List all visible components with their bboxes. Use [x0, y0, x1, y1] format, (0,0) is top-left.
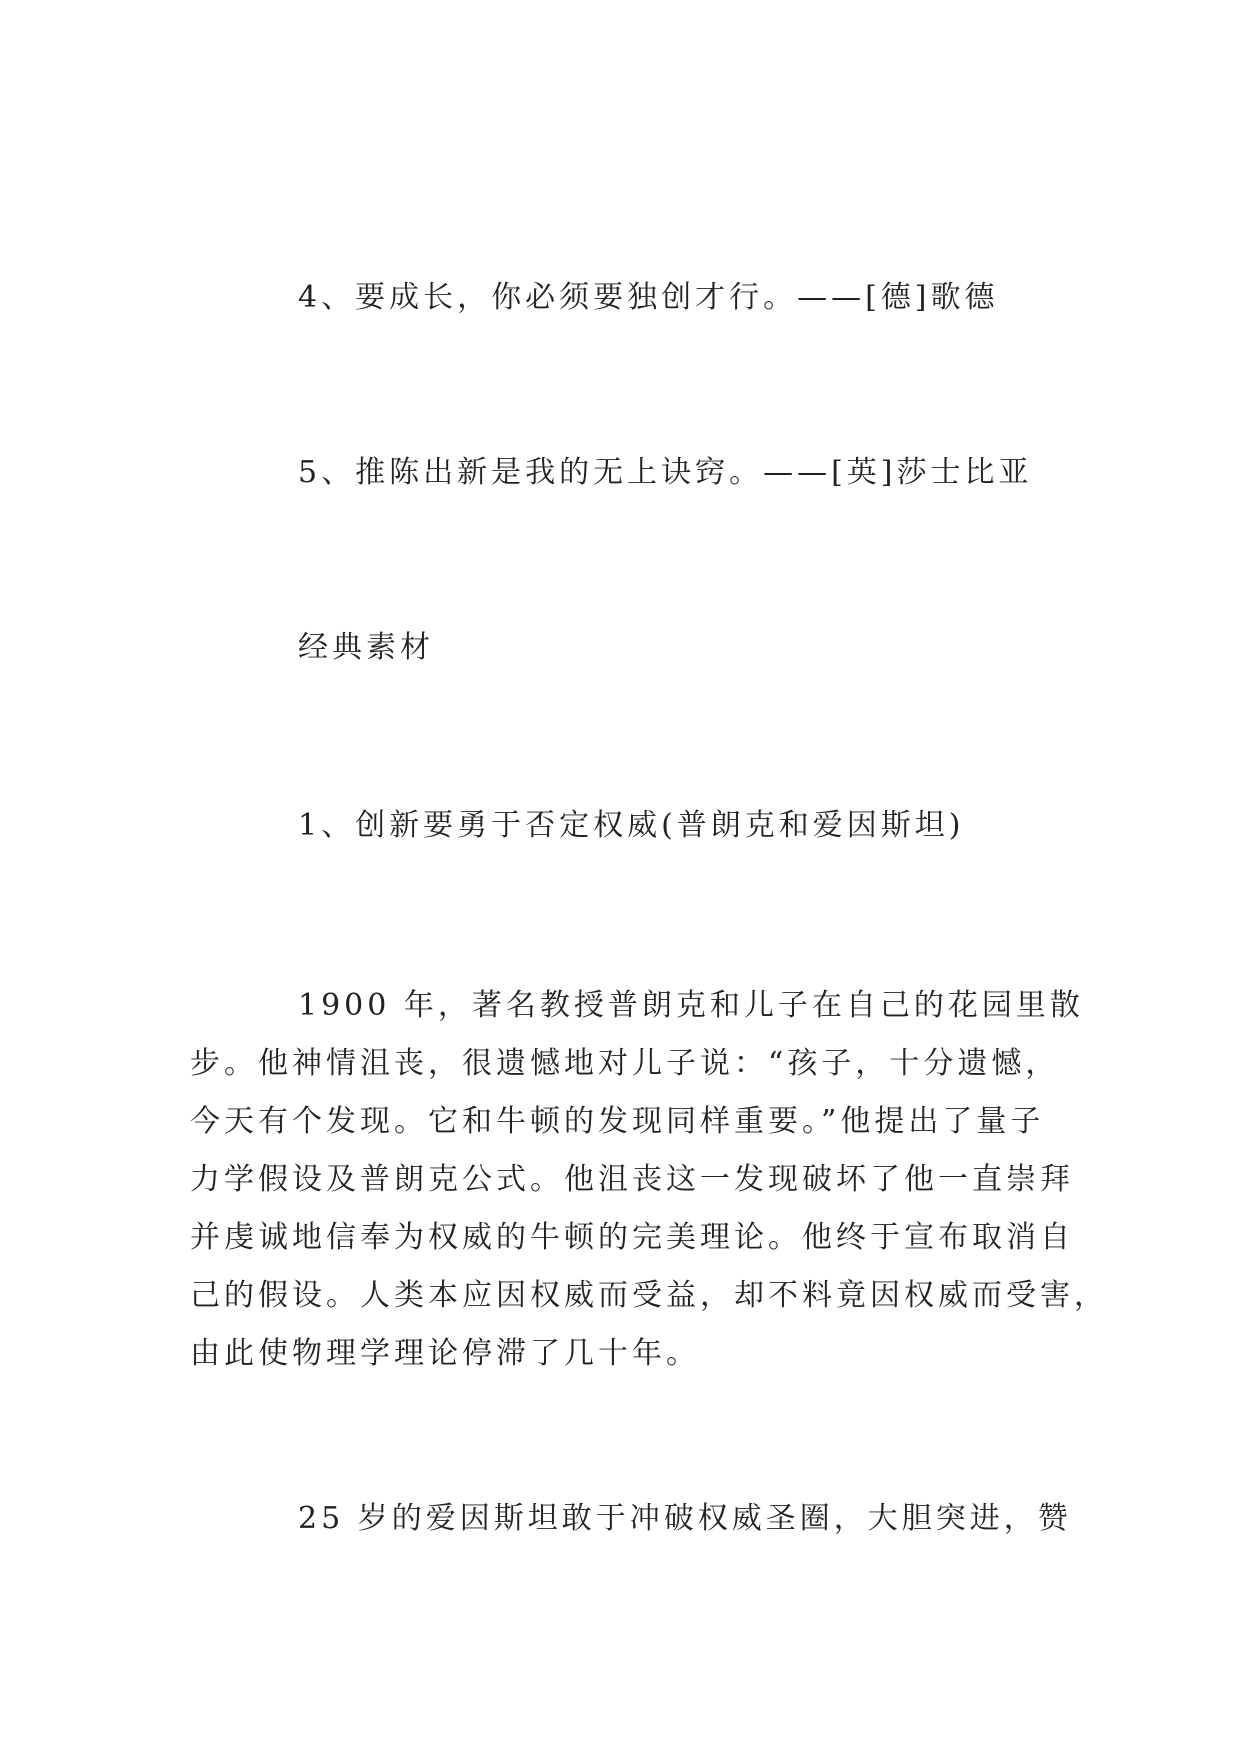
paragraph-1 [190, 977, 1108, 1383]
paragraph-line: 1900 年，著名教授普朗克和儿子在自己的花园里散 [298, 988, 1084, 1023]
quote-4: 4、要成长，你必须要独创才行。——[德]歌德 [298, 280, 999, 315]
paragraph-line: 今天有个发现。它和牛顿的发现同样重要。”他提出了量子 [190, 1104, 1045, 1139]
paragraph-line: 力学假设及普朗克公式。他沮丧这一发现破坏了他一直崇拜 [190, 1162, 1074, 1197]
paragraph-line: 己的假设。人类本应因权威而受益，却不料竟因权威而受害， [190, 1278, 1108, 1313]
section-heading: 经典素材 [298, 630, 434, 665]
paragraph-2-start: 25 岁的爱因斯坦敢于冲破权威圣圈，大胆突进，赞 [298, 1501, 1072, 1536]
item-1-title: 1、创新要勇于否定权威(普朗克和爱因斯坦) [298, 808, 965, 843]
paragraph-line: 由此使物理学理论停滞了几十年。 [190, 1336, 700, 1371]
paragraph-line: 并虔诚地信奉为权威的牛顿的完美理论。他终于宣布取消自 [190, 1220, 1074, 1255]
paragraph-line: 步。他神情沮丧，很遗憾地对儿子说：“孩子，十分遗憾， [190, 1046, 1060, 1081]
quote-5: 5、推陈出新是我的无上诀窍。——[英]莎士比亚 [298, 455, 1033, 490]
